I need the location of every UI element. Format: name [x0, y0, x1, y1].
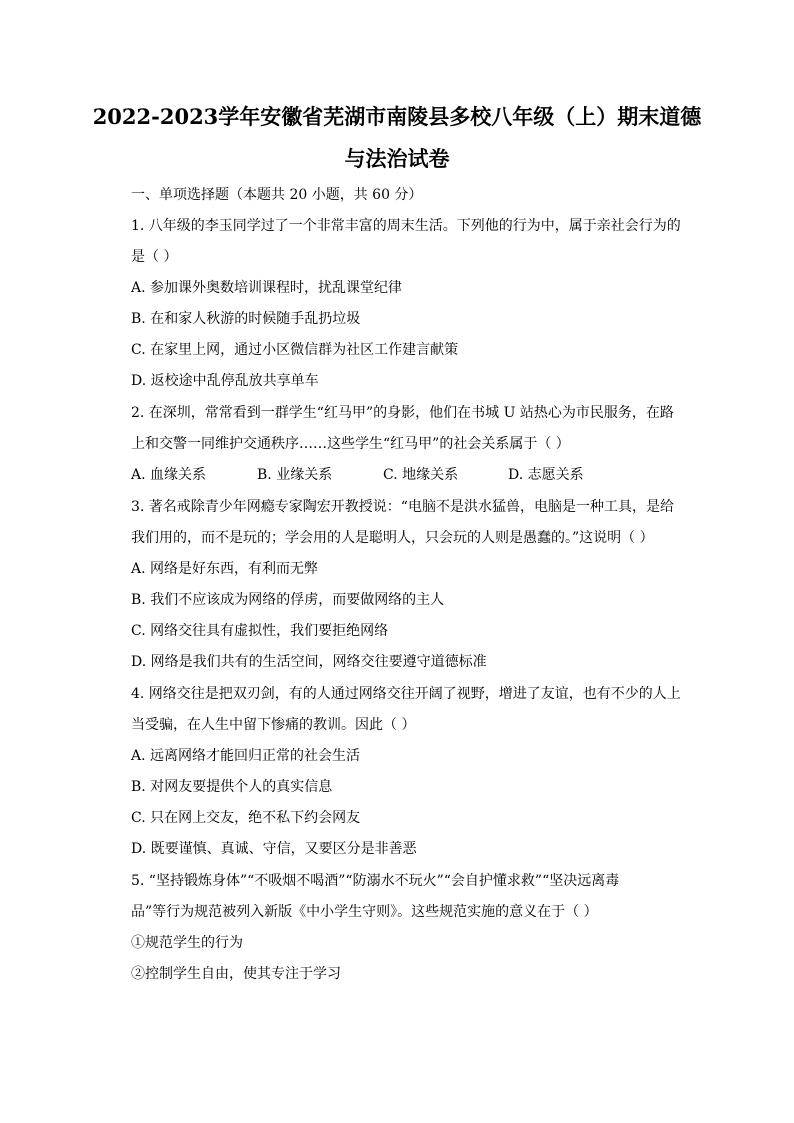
question-2-option-a: A. 血缘关系: [131, 467, 207, 483]
question-1-option-c: C. 在家里上网，通过小区微信群为社区工作建言献策: [131, 342, 459, 358]
exam-title-line1: 2022-2023学年安徽省芜湖市南陵县多校八年级（上）期末道德: [92, 104, 702, 129]
question-3-option-d: D. 网络是我们共有的生活空间，网络交往要遵守道德标准: [131, 654, 487, 670]
question-2-options-row: [131, 465, 671, 485]
question-3-option-b: B. 我们不应该成为网络的俘虏，而要做网络的主人: [131, 592, 445, 608]
question-3-option-a: A. 网络是好东西，有利而无弊: [131, 561, 319, 577]
question-4-stem-line1: 4. 网络交往是把双刃剑，有的人通过网络交往开阔了视野，增进了友谊，也有不少的人上: [131, 686, 681, 702]
question-3-stem-line1: 3. 著名戒除青少年网瘾专家陶宏开教授说：“电脑不是洪水猛兽，电脑是一种工具，是给: [131, 499, 674, 515]
question-3-stem-line2: 我们用的，而不是玩的；学会用的人是聪明人，只会玩的人则是愚蠢的。”这说明（ ）: [131, 530, 654, 546]
question-1-option-a: A. 参加课外奥数培训课程时，扰乱课堂纪律: [131, 280, 403, 296]
question-4-option-c: C. 只在网上交友，绝不私下约会网友: [131, 810, 361, 826]
section-heading: 一、单项选择题（本题共 20 小题，共 60 分）: [131, 187, 423, 203]
question-4-option-d: D. 既要谨慎、真诚、守信，又要区分是非善恶: [131, 841, 417, 857]
question-2-option-b: B. 业缘关系: [257, 467, 333, 483]
question-5-statement-2: ②控制学生自由，使其专注于学习: [131, 966, 341, 982]
question-1-stem-line2: 是（ ）: [131, 249, 178, 265]
question-1-option-d: D. 返校途中乱停乱放共享单车: [131, 373, 319, 389]
question-3-option-c: C. 网络交往具有虚拟性，我们要拒绝网络: [131, 623, 389, 639]
question-4-option-a: A. 远离网络才能回归正常的社会生活: [131, 748, 361, 764]
question-5-stem-line1: 5. “坚持锻炼身体”“不吸烟不喝酒”“防溺水不玩火”“会自护懂求救”“坚决远离毒: [131, 873, 620, 889]
question-5-stem-line2: 品”等行为规范被列入新版《中小学生守则》。这些规范实施的意义在于（ ）: [131, 904, 598, 920]
question-5-statement-1: ①规范学生的行为: [131, 935, 243, 951]
question-2-stem-line2: 上和交警一同维护交通秩序……这些学生“红马甲”的社会关系属于（ ）: [131, 436, 570, 452]
question-4-option-b: B. 对网友要提供个人的真实信息: [131, 779, 333, 795]
question-2-option-c: C. 地缘关系: [383, 467, 459, 483]
question-2-stem-line1: 2. 在深圳，常常看到一群学生“红马甲”的身影，他们在书城 U 站热心为市民服务，在路: [131, 405, 674, 421]
question-4-stem-line2: 当受骗，在人生中留下惨痛的教训。因此（ ）: [131, 717, 416, 733]
question-2-option-d: D. 志愿关系: [508, 467, 584, 483]
question-1-stem-line1: 1. 八年级的李玉同学过了一个非常丰富的周末生活。下列他的行为中，属于亲社会行为的: [131, 218, 681, 234]
exam-title-line2: 与法治试卷: [344, 146, 450, 171]
question-1-option-b: B. 在和家人秋游的时候随手乱扔垃圾: [131, 311, 361, 327]
